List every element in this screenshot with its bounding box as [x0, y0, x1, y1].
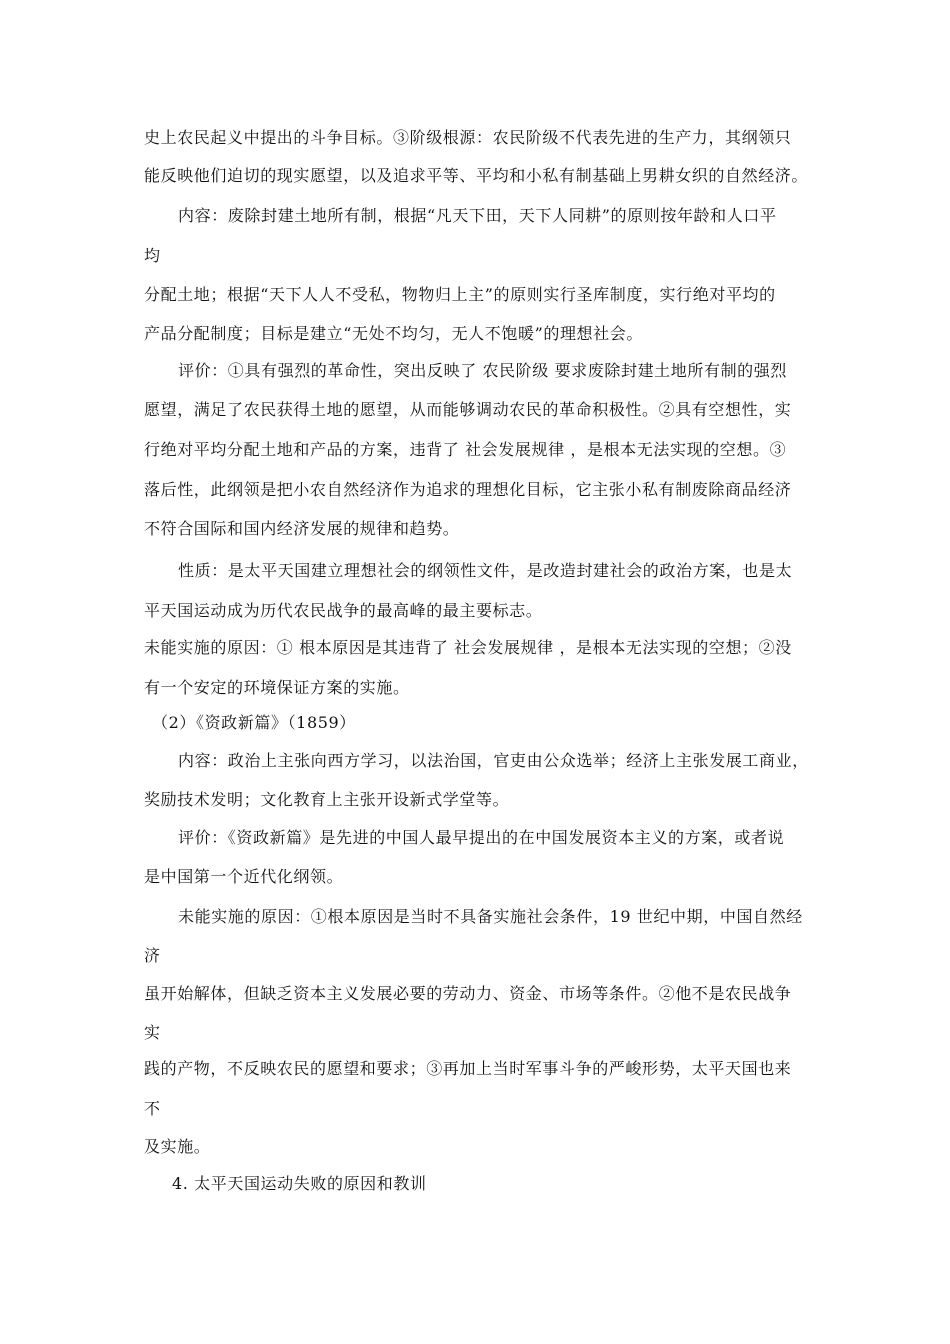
text-line-24: 实 — [144, 1023, 161, 1042]
section-heading-zizheng: （2）《资政新篇》（1859） — [152, 713, 356, 732]
text-line-27: 及实施。 — [144, 1137, 211, 1156]
text-line-9: 行绝对平均分配土地和产品的方案，违背了 社会发展规律 ，是根本无法实现的空想。③ — [144, 440, 787, 459]
paragraph-zizheng-evaluation: 评价：《资政新篇》是先进的中国人最早提出的在中国发展资本主义的方案，或者说 — [178, 828, 785, 847]
text-line-4: 均 — [144, 246, 161, 265]
paragraph-zizheng-content: 内容：政治上主张向西方学习，以法治国，官吏由公众选举；经济上主张发展工商业， — [178, 751, 809, 770]
text-line-1: 史上农民起义中提出的斗争目标。③阶级根源：农民阶级不代表先进的生产力，其纲领只 — [144, 128, 792, 147]
text-line-23: 虽开始解体，但缺乏资本主义发展必要的劳动力、资金、市场等条件。②他不是农民战争 — [144, 984, 792, 1003]
text-line-26: 不 — [144, 1099, 161, 1118]
text-line-18: 奖励技术发明；文化教育上主张开设新式学堂等。 — [144, 790, 510, 809]
section-heading-4: 4. 太平天国运动失败的原因和教训 — [172, 1174, 427, 1193]
text-line-6: 产品分配制度；目标是建立“无处不均匀，无人不饱暖”的理想社会。 — [144, 324, 643, 343]
text-line-2: 能反映他们迫切的现实愿望，以及追求平等、平均和小私有制基础上男耕女织的自然经济。 — [144, 166, 809, 185]
text-line-13: 平天国运动成为历代农民战争的最高峰的最主要标志。 — [144, 601, 543, 620]
paragraph-reasons-start: 未能实施的原因：① 根本原因是其违背了 社会发展规律 ，是根本无法实现的空想；②没 — [144, 638, 792, 657]
text-line-5: 分配土地；根据“天下人人不受私，物物归上主”的原则实行圣库制度，实行绝对平均的 — [144, 285, 776, 304]
paragraph-content-start: 内容：废除封建土地所有制，根据“凡天下田，天下人同耕”的原则按年龄和人口平 — [178, 206, 777, 225]
text-line-20: 是中国第一个近代化纲领。 — [144, 867, 344, 886]
text-line-11: 不符合国际和国内经济发展的规律和趋势。 — [144, 519, 460, 538]
text-line-15: 有一个安定的环境保证方案的实施。 — [144, 678, 410, 697]
text-line-10: 落后性，此纲领是把小农自然经济作为追求的理想化目标，它主张小私有制废除商品经济 — [144, 480, 792, 499]
paragraph-evaluation-start: 评价：①具有强烈的革命性，突出反映了 农民阶级 要求废除封建土地所有制的强烈 — [178, 361, 787, 380]
paragraph-nature-start: 性质：是太平天国建立理想社会的纲领性文件，是改造封建社会的政治方案，也是太 — [178, 561, 793, 580]
text-line-22: 济 — [144, 946, 161, 965]
text-line-25: 践的产物，不反映农民的愿望和要求；③再加上当时军事斗争的严峻形势，太平天国也来 — [144, 1059, 792, 1078]
text-line-8: 愿望，满足了农民获得土地的愿望，从而能够调动农民的革命积极性。②具有空想性，实 — [144, 400, 792, 419]
paragraph-zizheng-reasons: 未能实施的原因：①根本原因是当时不具备实施社会条件，19 世纪中期，中国自然经 — [178, 907, 803, 926]
